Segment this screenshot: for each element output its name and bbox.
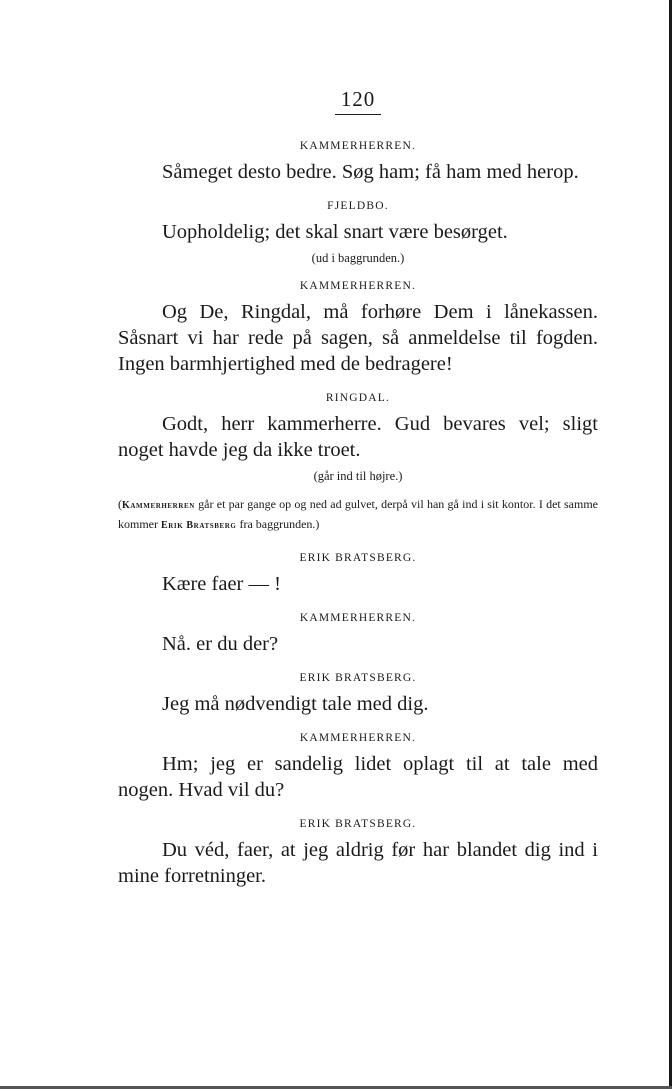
stage-open-paren: ( (118, 497, 122, 511)
speaker-name: KAMMERHERREN. (299, 612, 417, 624)
speaker-name: ERIK BRATSBERG. (299, 672, 417, 684)
stage-direction-inline: (ud i baggrunden.) (311, 251, 405, 265)
page-number (118, 86, 598, 115)
speaker-name: KAMMERHERREN. (299, 140, 417, 152)
speech-text: Hm; jeg er sandelig lidet oplagt til at tale med nogen. Hvad vil du? (118, 753, 598, 801)
book-page (118, 86, 598, 901)
stage-direction-inline: (går ind til højre.) (313, 469, 403, 483)
stage-text: fra baggrunden.) (236, 517, 320, 531)
speaker-name: RINGDAL. (325, 392, 391, 404)
speech-text: Jeg må nødvendigt tale med dig. (162, 693, 429, 715)
speech-text: Kære faer — ! (162, 573, 281, 595)
speech-text: Du véd, faer, at jeg aldrig før har blandet dig ind i mine forretninger. (118, 839, 598, 887)
stage-direction-block (118, 495, 598, 535)
page-number-text: 120 (335, 86, 382, 115)
speaker-name: FJELDBO. (327, 200, 389, 212)
speech-text: Nå. er du der? (162, 633, 279, 655)
speaker-name: KAMMERHERREN. (299, 280, 417, 292)
speaker-name: KAMMERHERREN. (299, 732, 417, 744)
speech-text: Og De, Ringdal, må forhøre Dem i lånekassen. Såsnart vi har rede på sagen, så anmeldelse til fogden. Ingen barmhjertighed med de bedragere! (118, 301, 598, 375)
speaker-name: ERIK BRATSBERG. (299, 552, 417, 564)
speech-text: Godt, herr kammerherre. Gud bevares vel; sligt noget havde jeg da ikke troet. (118, 413, 598, 461)
stage-text: går et par gange op og ned ad gulvet, derpå vil han gå ind i sit kontor. I det samme kommer (118, 497, 598, 531)
speaker-name: ERIK BRATSBERG. (299, 818, 417, 830)
speech-text: Såmeget desto bedre. Søg ham; få ham med herop. (162, 161, 579, 183)
stage-character-name: Kammerherren (122, 500, 195, 511)
stage-character-name: Erik Bratsberg (161, 520, 237, 531)
speech-text: Uopholdelig; det skal snart være besørget. (162, 221, 508, 243)
